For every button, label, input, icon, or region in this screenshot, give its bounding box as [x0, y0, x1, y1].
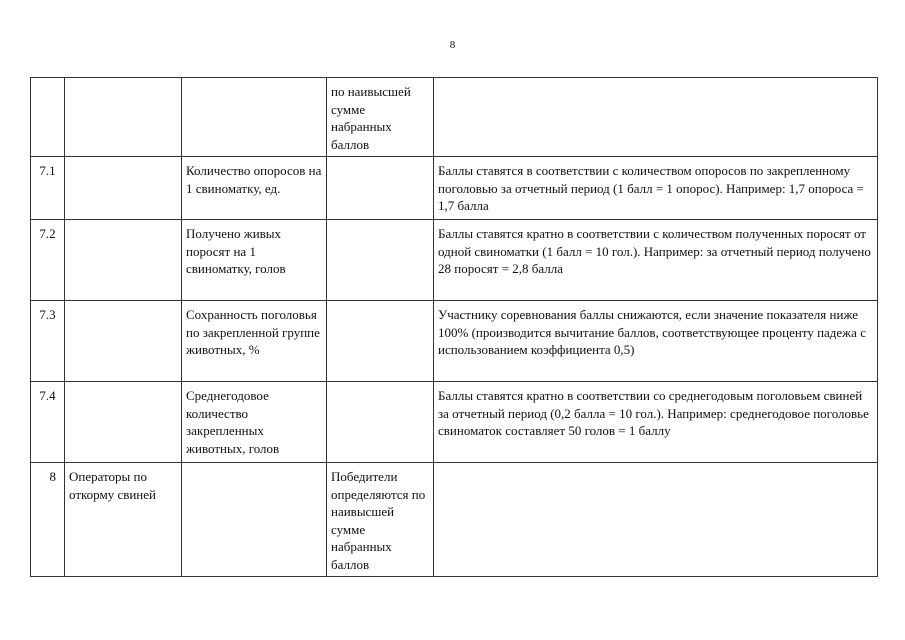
- indicator-cell: Получено живых поросят на 1 свиноматку, голов: [182, 220, 327, 301]
- rule-cell: Баллы ставятся кратно в соответствии с количеством полученных поросят от одной свиноматки (1 балл = 10 гол.). Например: за отчетный период получено 28 поросят = 2,8 балла: [434, 220, 878, 301]
- participant-cell: Операторы по откорму свиней: [65, 463, 182, 577]
- row-number-cell: 7.1: [31, 157, 65, 220]
- rule-cell: Баллы ставятся кратно в соответствии со среднегодовым поголовьем свиней за отчетный период (0,2 балла = 10 гол.). Например: среднегодовое поголовье свиноматок составляет 50 голов = 1 баллу: [434, 382, 878, 463]
- participant-cell: [65, 157, 182, 220]
- row-number-cell: 8: [31, 463, 65, 577]
- table-row: [31, 301, 878, 382]
- rule-cell: [434, 78, 878, 157]
- row-number-cell: 7.2: [31, 220, 65, 301]
- method-cell: [327, 301, 434, 382]
- table-row: [31, 78, 878, 157]
- indicator-cell: Среднегодовое количество закрепленных животных, голов: [182, 382, 327, 463]
- indicator-cell: Количество опоросов на 1 свиноматку, ед.: [182, 157, 327, 220]
- table-row: [31, 220, 878, 301]
- indicator-cell: [182, 463, 327, 577]
- table-row: [31, 382, 878, 463]
- page-number: 8: [449, 39, 456, 51]
- criteria-table: [30, 77, 878, 577]
- participant-cell: [65, 220, 182, 301]
- participant-cell: [65, 301, 182, 382]
- row-number-cell: 7.4: [31, 382, 65, 463]
- participant-cell: [65, 382, 182, 463]
- method-cell: [327, 157, 434, 220]
- rule-cell: Участнику соревнования баллы снижаются, если значение показателя ниже 100% (производится вычитание баллов, соответствующее проценту падежа с использованием коэффициента 0,5): [434, 301, 878, 382]
- indicator-cell: Сохранность поголовья по закрепленной группе животных, %: [182, 301, 327, 382]
- table-row: [31, 157, 878, 220]
- table-row: [31, 463, 878, 577]
- indicator-cell: [182, 78, 327, 157]
- method-cell: [327, 220, 434, 301]
- method-cell: Победители определяются по наивысшей сумме набранных баллов: [327, 463, 434, 577]
- participant-cell: [65, 78, 182, 157]
- rule-cell: Баллы ставятся в соответствии с количеством опоросов по закрепленному поголовью за отчетный период (1 балл = 1 опорос). Например: 1,7 опороса = 1,7 балла: [434, 157, 878, 220]
- method-cell: по наивысшей сумме набранных баллов: [327, 78, 434, 157]
- rule-cell: [434, 463, 878, 577]
- row-number-cell: 7.3: [31, 301, 65, 382]
- method-cell: [327, 382, 434, 463]
- row-number-cell: [31, 78, 65, 157]
